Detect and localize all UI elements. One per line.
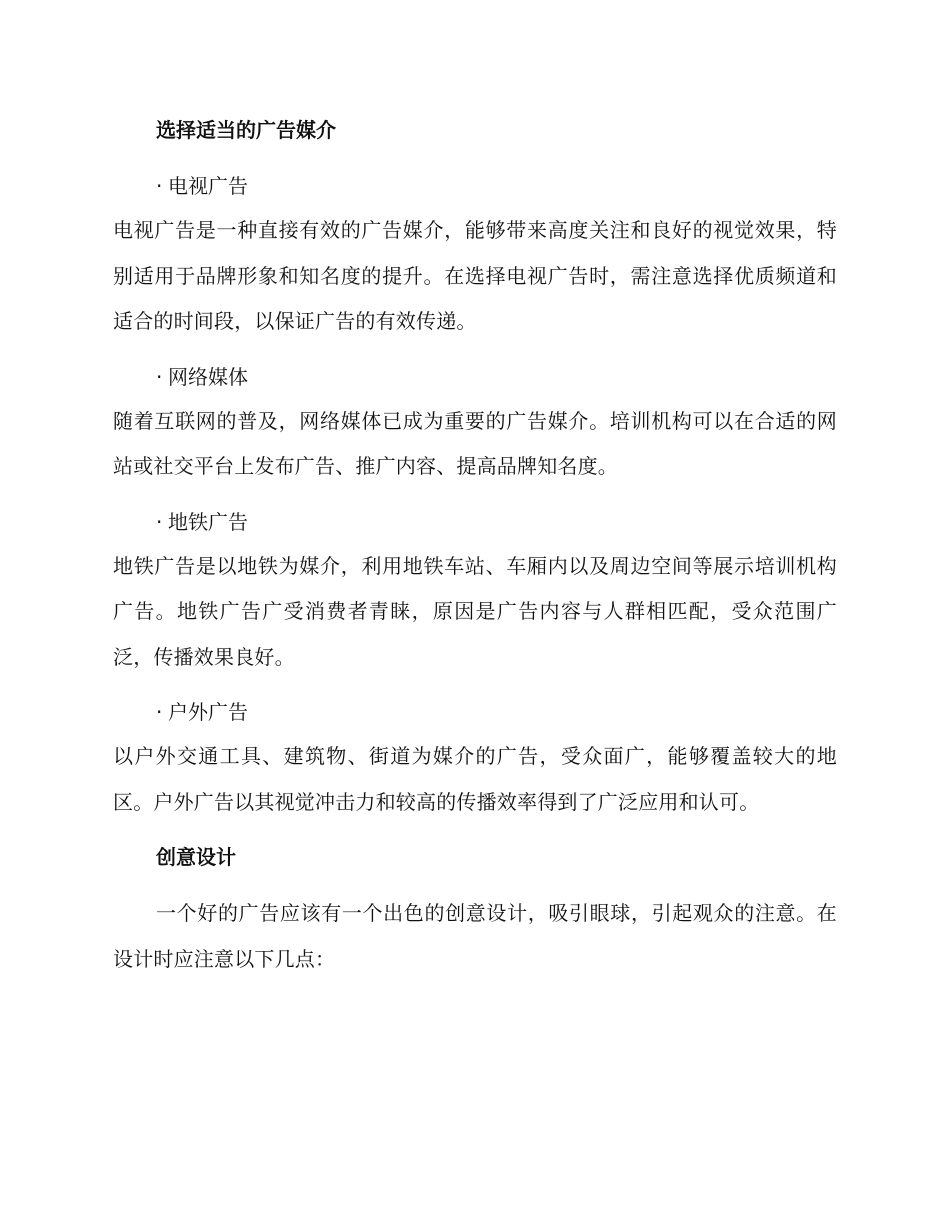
paragraph-tv-ads: 电视广告是一种直接有效的广告媒介，能够带来高度关注和良好的视觉效果，特别适用于品牌形象和知名度的提升。在选择电视广告时，需注意选择优质频道和适合的时间段，以保证广告的有效传递。 — [113, 218, 837, 333]
paragraph-subway-ads: 地铁广告是以地铁为媒介，利用地铁车站、车厢内以及周边空间等展示培训机构广告。地铁广告广受消费者青睐，原因是广告内容与人群相匹配，受众范围广泛，传播效果良好。 — [113, 553, 837, 669]
bullet-label: 地铁广告 — [168, 509, 248, 534]
paragraph-online-media: 随着互联网的普及，网络媒体已成为重要的广告媒介。培训机构可以在合适的网站或社交平台上发布广告、推广内容、提高品牌知名度。 — [113, 408, 837, 478]
bullet-tv-ads — [113, 164, 837, 208]
document-content — [113, 108, 837, 992]
bullet-subway-ads — [113, 500, 837, 544]
bullet-label: 电视广告 — [168, 174, 248, 198]
section-heading-creative-design: 创意设计 — [156, 845, 236, 869]
bullet-dot: · — [156, 174, 163, 198]
bullet-dot: · — [156, 509, 163, 534]
bullet-label: 网络媒体 — [168, 364, 248, 389]
paragraph-creative-design: 一个好的广告应该有一个出色的创意设计，吸引眼球，引起观众的注意。在设计时应注意以下几点： — [113, 901, 837, 971]
bullet-dot: · — [156, 364, 163, 389]
section-heading-ad-media: 选择适当的广告媒介 — [156, 118, 336, 142]
paragraph-outdoor-ads: 以户外交通工具、建筑物、街道为媒介的广告，受众面广，能够覆盖较大的地区。户外广告以其视觉冲击力和较高的传播效率得到了广泛应用和认可。 — [113, 744, 837, 814]
bullet-online-media — [113, 355, 837, 399]
bullet-dot: · — [156, 700, 163, 724]
bullet-outdoor-ads — [113, 690, 837, 734]
bullet-label: 户外广告 — [168, 700, 248, 724]
